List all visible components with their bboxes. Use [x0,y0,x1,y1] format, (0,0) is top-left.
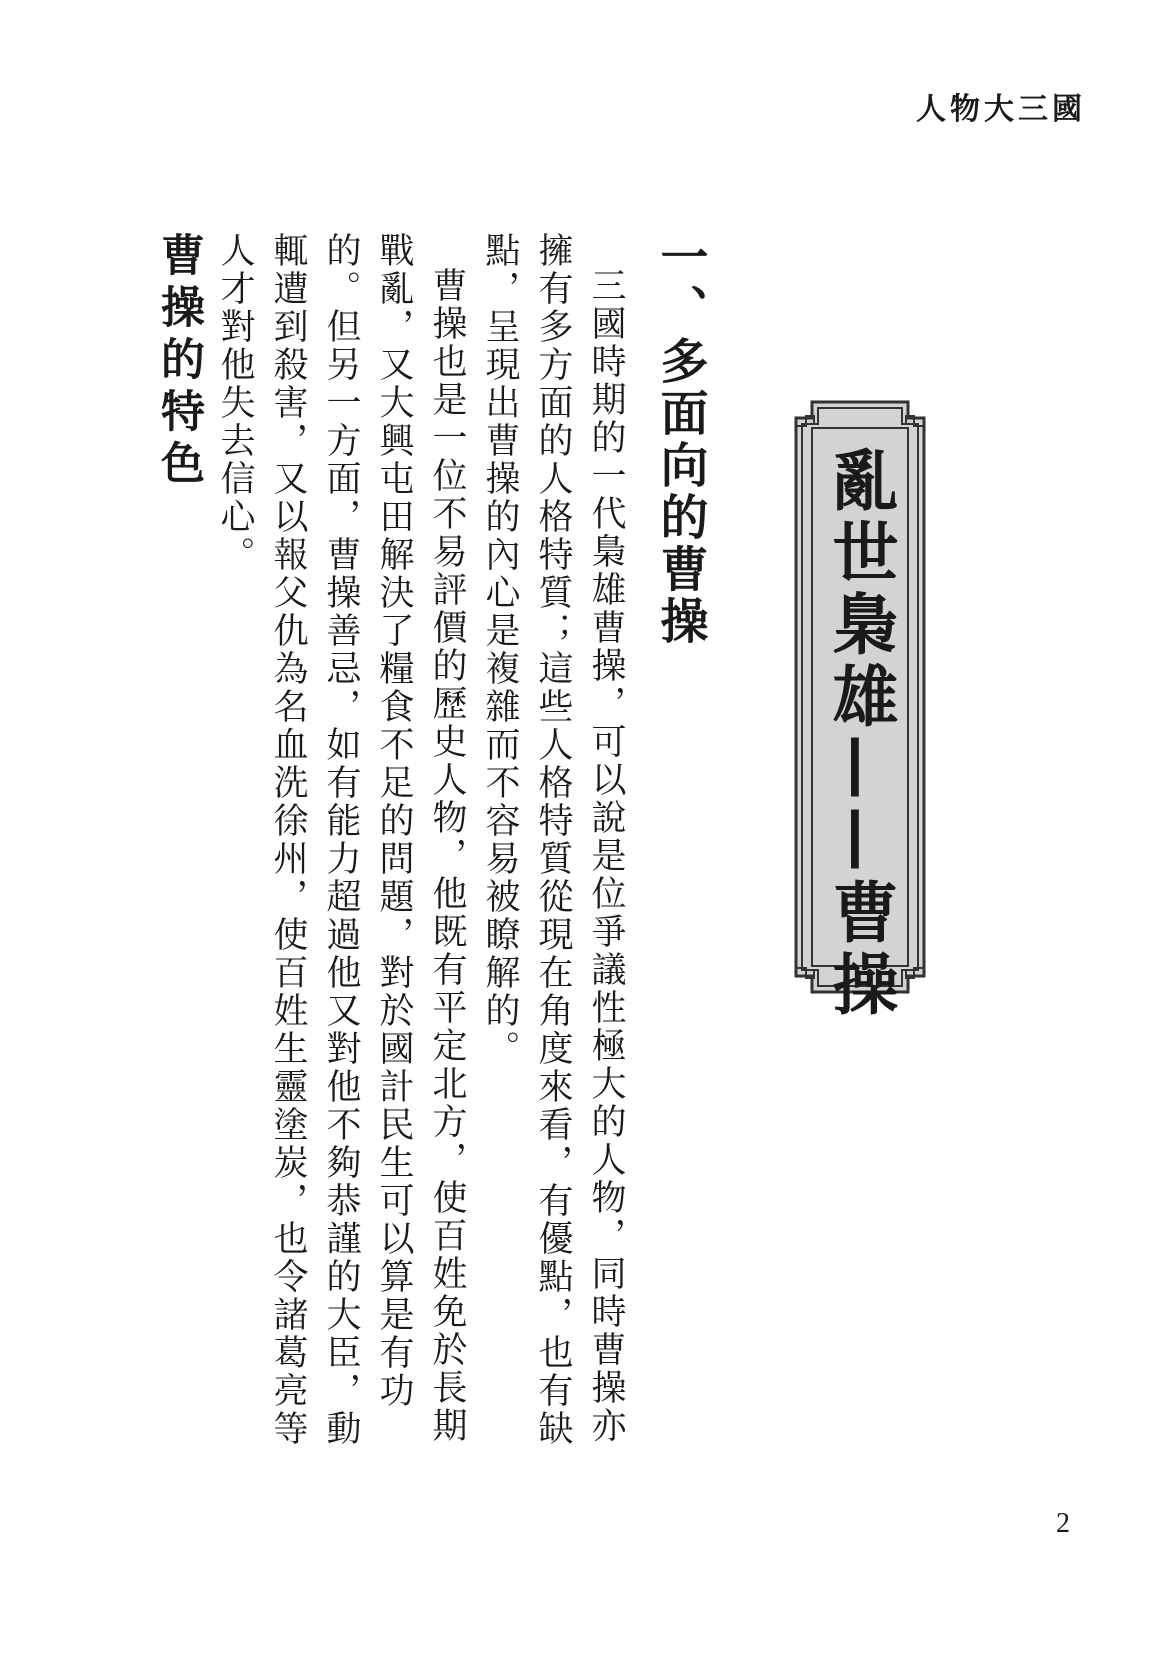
body-text [208,232,632,1482]
section-heading: 一、多面向的曹操 [652,232,708,648]
chapter-title-frame [792,398,928,1022]
subsection-heading: 曹操的特色 [153,232,204,492]
running-header-book-title: 人物大三國 [916,92,1086,127]
paragraph-1: 三國時期的一代梟雄曹操，可以說是位爭議性極大的人物，同時曹操亦擁有多方面的人格特質；這些人格特質從現在角度來看，有優點，也有缺點，呈現出曹操的內心是複雜而不容易被瞭解的。 [480,232,626,1448]
chapter-title: 亂世梟雄——曹操 [821,446,899,1022]
page-number: 2 [1056,1508,1070,1539]
paragraph-2: 曹操也是一位不易評價的歷史人物，他既有平定北方，使百姓免於長期戰亂，又大興屯田解決了糧食不足的問題，對於國計民生可以算是有功的。但另一方面，曹操善忌，如有能力超過他又對他不夠恭謹的大臣，動輒遭到殺害，又以報父仇為名血洗徐州，使百姓生靈塗炭，也令諸葛亮等人才對他失去信心。 [215,232,467,1448]
